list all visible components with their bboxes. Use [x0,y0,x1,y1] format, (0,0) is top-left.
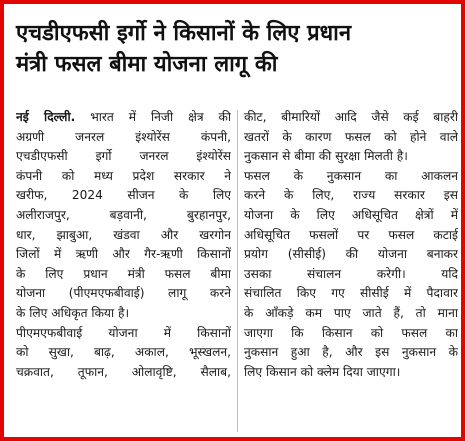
body-line: एचडीएफसी इर्गो जनरल इंश्योरेंस [16,149,231,164]
body-line: अलीराजपुर, बड़वानी, बुरहानपुर, [16,207,231,222]
body-line: अग्रणी जनरल इंश्योरेंस कंपनी, [16,129,231,144]
right-column [244,108,458,382]
body-line: नुकसान हुआ है, और इस नुकसान के [244,345,458,360]
body-line: को सुखा, बाढ़, अकाल, भूस्खलन, [16,345,231,360]
body-line: के लिए प्रधान मंत्री फसल बीमा [16,266,231,281]
body-line: कीट, बीमारियों आदि जैसे कई बाहरी [244,110,458,124]
headline-line: मंत्री फसल बीमा योजना लागू की [16,52,278,77]
headline [16,18,449,80]
body-line: के लिए अधिकृत किया है। [16,305,130,320]
body-line: प्रयोग (सीसीई) की योजना बनाकर [244,247,458,262]
left-column [16,108,231,382]
headline-line: एचडीएफसी इर्गो ने किसानों के लिए प्रधान [16,21,352,46]
body-line: करने के लिए, राज्य सरकार इस [244,188,458,203]
body-line: पीएमएफबीवाई योजना में किसानों [16,325,231,340]
body-line: खतरों के कारण फसल को होने वाले [244,129,458,144]
body-line: योजना (पीएमएफबीवाई) लागू करने [16,286,231,301]
body-line: चक्रवात, तूफान, ओलावृष्टि, सैलाब, [16,364,231,379]
body-line: संचालित किए गए सीसीई में पैदावार [244,286,458,301]
body-line: जाएगा कि किसान को फसल का [244,325,458,340]
body-line: योजना के लिए अधिसूचित क्षेत्रों में [244,207,458,222]
body-line: फसल के नुकसान का आकलन [244,168,458,183]
body-line: भारत में निजी क्षेत्र की [90,110,231,124]
body-line: लिए किसान को क्लेम दिया जाएगा। [244,364,401,379]
body-line: के आँकड़े कम पाए जाते हैं, तो माना [244,305,458,320]
body-line: अधिसूचित फसलों पर फसल कटाई [244,227,458,242]
body-line: खरीफ, 2024 सीजन के लिए [16,188,231,203]
body-line: कंपनी को मध्य प्रदेश सरकार ने [16,168,231,183]
body-line: उसका संचालन करेगी। यदि [244,266,458,281]
column-divider [237,110,238,432]
dateline: नई दिल्ली. [16,110,76,124]
body-line: नुकसान से बीमा की सुरक्षा मिलती है। [244,149,408,164]
body-line: जिलों में ऋणी और गैर-ऋणी किसानों [16,247,231,262]
body-line: धार, झाबुआ, खंडवा और खरगोन [16,227,231,242]
